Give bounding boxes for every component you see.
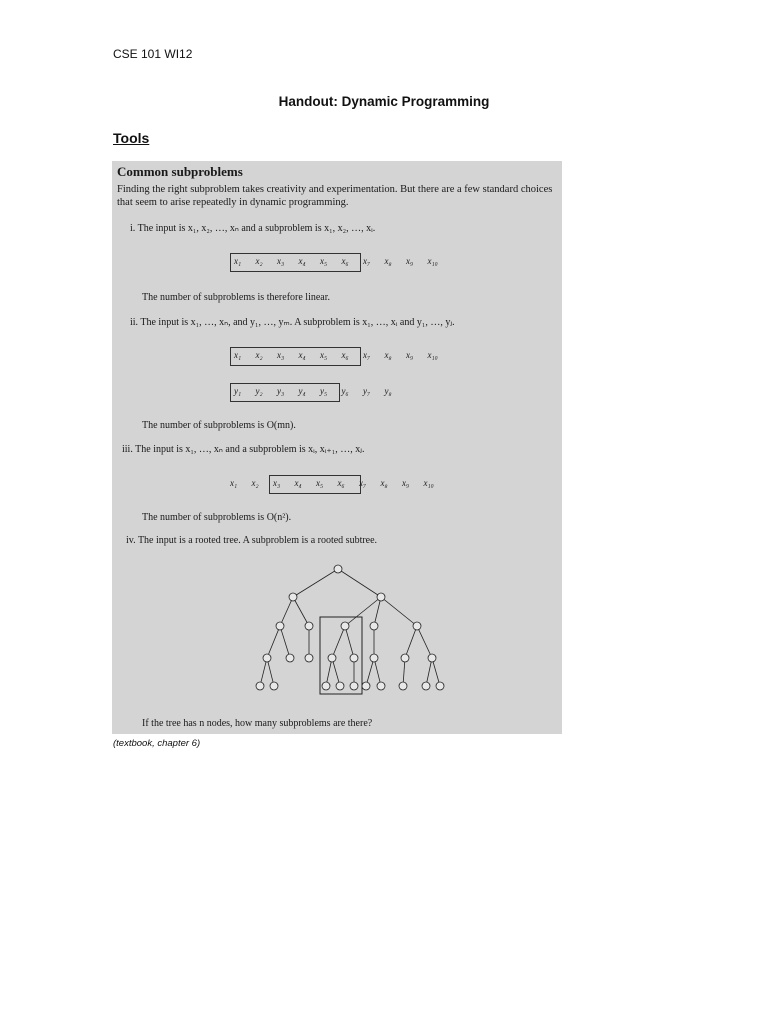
item-i: i. The input is x₁, x₂, …, xₙ and a subproblem is x₁, x₂, …, xᵢ. [130, 223, 376, 234]
note-ii: The number of subproblems is O(mn). [142, 420, 296, 431]
note-iii: The number of subproblems is O(n²). [142, 512, 292, 523]
sequence-row: y₁ y₂ y₃ y₄ y₅ y₆ y₇ y₈ [234, 386, 392, 396]
page-title: Handout: Dynamic Programming [278, 94, 490, 109]
item-iii: iii. The input is x₁, …, xₙ and a subproblem is xᵢ, xᵢ₊₁, …, xⱼ. [122, 444, 365, 455]
item-ii: ii. The input is x₁, …, xₙ, and y₁, …, yₘ. A subproblem is x₁, …, xᵢ and y₁, …, yⱼ. [130, 317, 455, 328]
excerpt-intro: Finding the right subproblem takes creativity and experimentation. But there are a few standard choices that seem to arise repeatedly in dynamic programming. [117, 184, 553, 208]
textbook-excerpt [112, 161, 562, 734]
course-label: CSE 101 WI12 [113, 47, 193, 61]
sequence-row: x₁ x₂ x₃ x₄ x₅ x₆ x₇ x₈ x₉ x₁₀ [234, 350, 438, 360]
source-caption: (textbook, chapter 6) [113, 738, 201, 749]
sequence-row: x₁ x₂ x₃ x₄ x₅ x₆ x₇ x₈ x₉ x₁₀ [234, 256, 438, 266]
sequence-row: x₁ x₂ x₃ x₄ x₅ x₆ x₇ x₈ x₉ x₁₀ [230, 478, 434, 488]
note-i: The number of subproblems is therefore linear. [142, 292, 330, 303]
excerpt-heading: Common subproblems [117, 164, 243, 179]
section-heading: Tools [113, 130, 150, 146]
item-iv: iv. The input is a rooted tree. A subproblem is a rooted subtree. [126, 535, 378, 546]
rooted-tree-diagram [252, 559, 452, 699]
note-iv: If the tree has n nodes, how many subproblems are there? [142, 718, 373, 729]
